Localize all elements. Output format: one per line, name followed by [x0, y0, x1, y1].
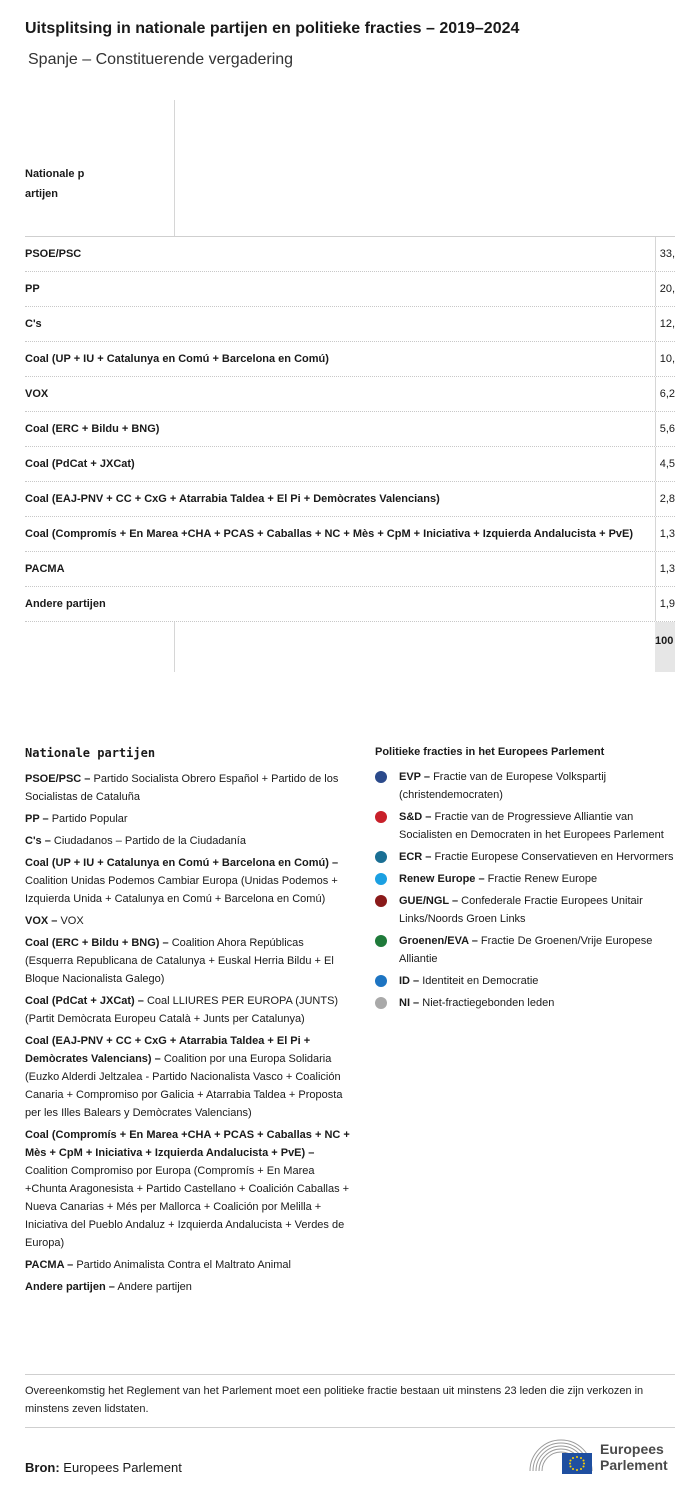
- groups-legend-heading: Politieke fracties in het Europees Parlement: [375, 746, 605, 758]
- party-name: Coal (ERC + Bildu + BNG): [25, 423, 160, 435]
- party-value: 5,6: [655, 412, 675, 446]
- legend-item: Coal (UP + IU + Catalunya en Comú + Barcelona en Comú) – Coalition Unidas Podemos Cambiar Europa (Unidas Podemos + Izquierda Unida + Catalunya en Comú + Barcelona en Comú): [25, 857, 339, 905]
- party-name: C's: [25, 318, 42, 330]
- footnote: Overeenkomstig het Reglement van het Parlement moet een politieke fractie bestaan uit minstens 23 leden die zijn verkozen in minstens zeven lidstaten.: [25, 1385, 644, 1415]
- page-title: Uitsplitsing in nationale partijen en politieke fracties – 2019–2024: [25, 20, 520, 37]
- table-header-label: Nationale partijen: [25, 168, 85, 200]
- party-value: 1,9: [655, 587, 675, 621]
- logo-line-1: Europees: [600, 1441, 664, 1457]
- table-row: [25, 272, 675, 307]
- party-name: Coal (PdCat + JXCat): [25, 458, 135, 470]
- divider: [25, 1427, 675, 1428]
- source-value: Europees Parlement: [63, 1460, 182, 1475]
- table-row: [25, 377, 675, 412]
- table-total: 100: [655, 622, 675, 672]
- party-value: 2,8: [655, 482, 675, 516]
- table-row: [25, 552, 675, 587]
- table-row: [25, 412, 675, 447]
- party-name: PSOE/PSC: [25, 248, 82, 260]
- party-name: PACMA: [25, 563, 65, 575]
- party-value: 20,: [655, 272, 675, 306]
- group-color-dot-icon: [375, 975, 387, 987]
- divider: [25, 1374, 675, 1375]
- legend-item: EVP – Fractie van de Europese Volkspartij (christendemocraten): [375, 768, 675, 804]
- legend-item: VOX – VOX: [25, 915, 84, 927]
- party-value: 10,: [655, 342, 675, 376]
- group-color-dot-icon: [375, 935, 387, 947]
- group-color-dot-icon: [375, 811, 387, 823]
- legend-item: C's – Ciudadanos – Partido de la Ciudadanía: [25, 835, 246, 847]
- legend-item: Coal (Compromís + En Marea +CHA + PCAS + Caballas + NC + Mès + CpM + Iniciativa + Izquierda Andalucista + PvE) – Coalition Compromiso por Europa (Compromís + En Marea +Chunta Aragonesista + Partido Castellano + Coalición Caballas + Nueva Canarias + Més per Mallorca + Coalición por Melilla + Iniciativa del Pueblo Andaluz + Izquierda Andalucista + Verdes de Europa): [25, 1129, 350, 1249]
- party-value: 4,5: [655, 447, 675, 481]
- table-footer: [25, 622, 675, 672]
- party-value: 33,: [655, 237, 675, 271]
- page-subtitle: Spanje – Constituerende vergadering: [28, 51, 294, 68]
- group-color-dot-icon: [375, 895, 387, 907]
- party-name: Coal (EAJ-PNV + CC + CxG + Atarrabia Taldea + El Pi + Demòcrates Valencians): [25, 493, 440, 505]
- legend-item: Renew Europe – Fractie Renew Europe: [375, 870, 675, 888]
- legend-item: Groenen/EVA – Fractie De Groenen/Vrije Europese Alliantie: [375, 932, 675, 968]
- results-table: [25, 100, 675, 672]
- legend-item: ECR – Fractie Europese Conservatieven en Hervormers: [375, 848, 675, 866]
- national-legend-heading: Nationale partijen: [25, 746, 156, 760]
- legend-item: Coal (ERC + Bildu + BNG) – Coalition Ahora Repúblicas (Esquerra Republicana de Catalunya + Euskal Herria Bildu + El Bloque Nacionalista Galego): [25, 937, 334, 985]
- european-parliament-logo: [528, 1437, 678, 1477]
- legend-item: Coal (PdCat + JXCat) – Coal LLIURES PER EUROPA (JUNTS) (Partit Demòcrata Europeu Català + Junts per Catalunya): [25, 995, 339, 1025]
- legend-item: ID – Identiteit en Democratie: [375, 972, 675, 990]
- legend-item: PSOE/PSC – Partido Socialista Obrero Español + Partido de los Socialistas de Cataluña: [25, 773, 339, 803]
- party-name: Coal (UP + IU + Catalunya en Comú + Barcelona en Comú): [25, 353, 329, 365]
- group-color-dot-icon: [375, 771, 387, 783]
- party-value: 12,: [655, 307, 675, 341]
- legend-item: Coal (EAJ-PNV + CC + CxG + Atarrabia Taldea + El Pi + Demòcrates Valencians) – Coalition por una Europa Solidaria (Euzko Alderdi Jeltzalea - Partido Nacionalista Vasco + Coalición Canaria + Compromiso por Galicia + Atarrabia Taldea + Proposta per les Illes Balears y Demòcrates Valencians): [25, 1035, 343, 1119]
- party-value: 1,3: [655, 517, 675, 551]
- party-name: Andere partijen: [25, 598, 106, 610]
- legend-item: PACMA – Partido Animalista Contra el Maltrato Animal: [25, 1259, 291, 1271]
- party-name: VOX: [25, 388, 49, 400]
- table-body: [25, 237, 675, 622]
- table-row: [25, 447, 675, 482]
- logo-line-2: Parlement: [600, 1457, 668, 1473]
- legend-item: S&D – Fractie van de Progressieve Alliantie van Socialisten en Democraten in het Europees Parlement: [375, 808, 675, 844]
- party-value: 1,3: [655, 552, 675, 586]
- legend-item: GUE/NGL – Confederale Fractie Europees Unitair Links/Noords Groen Links: [375, 892, 675, 928]
- group-color-dot-icon: [375, 997, 387, 1009]
- legend-item: Andere partijen – Andere partijen: [25, 1281, 192, 1293]
- table-row: [25, 237, 675, 272]
- table-row: [25, 307, 675, 342]
- table-row: [25, 587, 675, 622]
- source-label: Bron:: [25, 1460, 60, 1475]
- table-row: [25, 482, 675, 517]
- parliament-hemicycle-icon: [528, 1437, 594, 1477]
- group-color-dot-icon: [375, 851, 387, 863]
- logo-wordmark: [600, 1441, 668, 1473]
- table-row: [25, 517, 675, 552]
- party-name: Coal (Compromís + En Marea +CHA + PCAS + Caballas + NC + Mès + CpM + Iniciativa + Izquierda Andalucista + PvE): [25, 528, 634, 540]
- legend-item: NI – Niet-fractiegebonden leden: [375, 994, 675, 1012]
- table-row: [25, 342, 675, 377]
- national-parties-legend: [25, 746, 350, 1300]
- legend-item: PP – Partido Popular: [25, 813, 128, 825]
- group-color-dot-icon: [375, 873, 387, 885]
- source-credit: [25, 1460, 182, 1475]
- table-header: [25, 100, 675, 237]
- party-name: PP: [25, 283, 40, 295]
- political-groups-legend: [375, 746, 675, 1016]
- party-value: 6,2: [655, 377, 675, 411]
